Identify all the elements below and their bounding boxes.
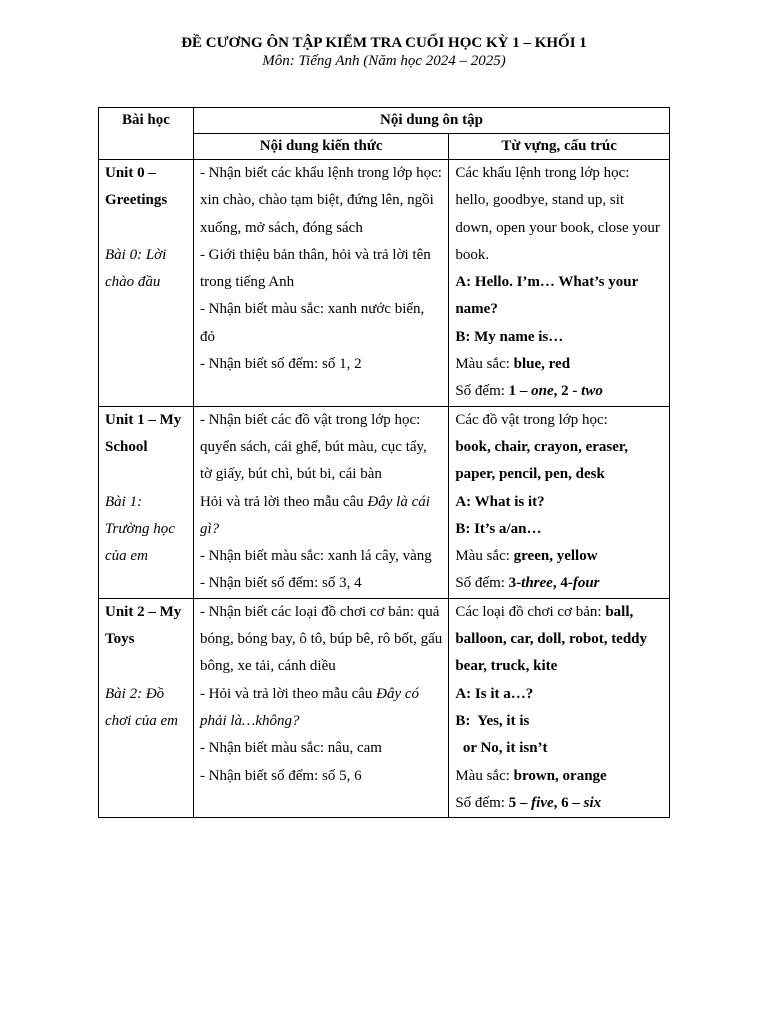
header-row-1: [99, 108, 670, 134]
knowledge-text: - Hỏi và trả lời theo mẫu câu: [199, 685, 377, 702]
number-a-word: three: [521, 575, 553, 592]
vocab-commands: Các khẩu lệnh trong lớp học: hello, goodbye, stand up, sit down, open your book, close your book.: [455, 165, 660, 263]
vocab-question: A: Hello. I’m… What’s your name?: [455, 274, 638, 318]
number-sep: , 2 -: [553, 383, 582, 400]
lesson-cell: [99, 598, 194, 817]
number-sep: , 4-: [552, 575, 573, 592]
unit-title: Unit 0 – Greetings: [105, 165, 168, 209]
lesson-cell: [99, 406, 194, 598]
table-row: [99, 406, 670, 598]
table-row: [99, 598, 670, 817]
vocab-items-value: book, chair, crayon, eraser, paper, pencil, pen, desk: [455, 438, 628, 483]
number-sep: , 6 –: [553, 794, 584, 811]
lesson-cell: [99, 160, 194, 407]
knowledge-item: - Nhận biết các loại đồ chơi cơ bản: quả bóng, bóng bay, ô tô, búp bê, rô bốt, gấu bông, xe tải, cánh diều: [199, 603, 443, 675]
vocab-cell: [449, 406, 670, 598]
number-a: 3-: [508, 575, 522, 592]
number-a-word: one: [531, 383, 554, 400]
vocab-colors: [455, 543, 663, 570]
knowledge-item: - Nhận biết màu sắc: nâu, cam: [199, 740, 382, 757]
vocab-numbers: [455, 378, 663, 405]
numbers-label: Số đếm:: [455, 794, 509, 811]
page-title: ĐỀ CƯƠNG ÔN TẬP KIỂM TRA CUỐI HỌC KỲ 1 – KHỐI 1: [181, 35, 587, 51]
review-table: [98, 107, 670, 818]
colors-value: brown, orange: [513, 767, 607, 784]
colors-label: Màu sắc:: [455, 767, 514, 784]
header-review-content: Nội dung ôn tập: [193, 108, 669, 134]
lesson-title: Bài 0: Lời chào đầu: [105, 246, 167, 291]
vocab-numbers: [455, 570, 663, 597]
header-lesson: Bài học: [99, 108, 194, 160]
knowledge-item: - Nhận biết số đếm: số 5, 6: [199, 767, 362, 784]
vocab-items-label: Các đồ vật trong lớp học:: [455, 411, 608, 428]
number-a-word: five: [531, 794, 554, 811]
unit-title: Unit 2 – My Toys: [105, 603, 182, 648]
knowledge-item: - Nhận biết các đồ vật trong lớp học: quyển sách, cái ghế, bút màu, cục tẩy, tờ giấy, bút chì, bút bi, cái bàn: [199, 411, 427, 483]
knowledge-item: - Nhận biết số đếm: số 3, 4: [199, 575, 362, 592]
knowledge-item: - Nhận biết màu sắc: xanh lá cây, vàng: [199, 548, 432, 565]
number-a: 5 –: [508, 794, 532, 811]
number-b-word: two: [581, 383, 603, 400]
vocab-items-value: ball, balloon, car, doll, robot, teddy bear, truck, kite: [455, 603, 648, 675]
vocab-question: A: What is it?: [455, 493, 545, 510]
numbers-label: Số đếm:: [455, 383, 509, 400]
knowledge-text: Hỏi và trả lời theo mẫu câu: [199, 493, 368, 510]
knowledge-item: - Giới thiệu bản thân, hỏi và trả lời tên trong tiếng Anh: [199, 246, 431, 291]
vocab-answer: B: My name is…: [455, 328, 564, 345]
colors-label: Màu sắc:: [455, 548, 514, 565]
page-subtitle: Môn: Tiếng Anh (Năm học 2024 – 2025): [262, 53, 506, 69]
vocab-colors: [455, 763, 663, 790]
knowledge-item: [200, 681, 442, 736]
vocab-answer-yes: B: Yes, it is: [455, 712, 530, 729]
colors-value: green, yellow: [513, 548, 598, 565]
lesson-title: Bài 1: Trường học của em: [105, 493, 175, 565]
number-b-word: four: [572, 575, 600, 592]
knowledge-pattern: Đây là cái gì?: [199, 493, 430, 537]
knowledge-cell: [193, 598, 448, 817]
unit-title: Unit 1 – My School: [105, 411, 182, 455]
vocab-question: A: Is it a…?: [455, 685, 534, 702]
vocab-colors: [455, 351, 663, 378]
knowledge-cell: [193, 406, 448, 598]
table-row: [99, 160, 670, 407]
knowledge-item: - Nhận biết màu sắc: xanh nước biển, đỏ: [199, 301, 425, 345]
knowledge-item: - Nhận biết số đếm: số 1, 2: [199, 356, 362, 373]
vocab-items: [455, 599, 663, 681]
colors-value: blue, red: [513, 356, 571, 373]
knowledge-cell: [193, 160, 448, 407]
vocab-items-label: Các loại đồ chơi cơ bản:: [455, 603, 606, 620]
knowledge-item: [200, 489, 442, 544]
number-b-word: six: [583, 794, 602, 811]
numbers-label: Số đếm:: [455, 575, 509, 592]
knowledge-item: - Nhận biết các khẩu lệnh trong lớp học: xin chào, chào tạm biệt, đứng lên, ngồi xuống, mở sách, đóng sách: [199, 165, 442, 236]
vocab-cell: [449, 160, 670, 407]
vocab-answer: B: It’s a/an…: [455, 520, 542, 537]
vocab-answer-no: or No, it isn’t: [455, 740, 548, 757]
colors-label: Màu sắc:: [455, 356, 514, 373]
knowledge-pattern: Đây có phải là…không?: [199, 685, 420, 729]
vocab-cell: [449, 598, 670, 817]
vocab-numbers: [455, 790, 663, 817]
header-knowledge: Nội dung kiến thức: [193, 134, 448, 160]
number-a: 1 –: [508, 383, 532, 400]
lesson-title: Bài 2: Đồ chơi của em: [105, 685, 178, 729]
header-vocab: Từ vựng, cấu trúc: [449, 134, 670, 160]
